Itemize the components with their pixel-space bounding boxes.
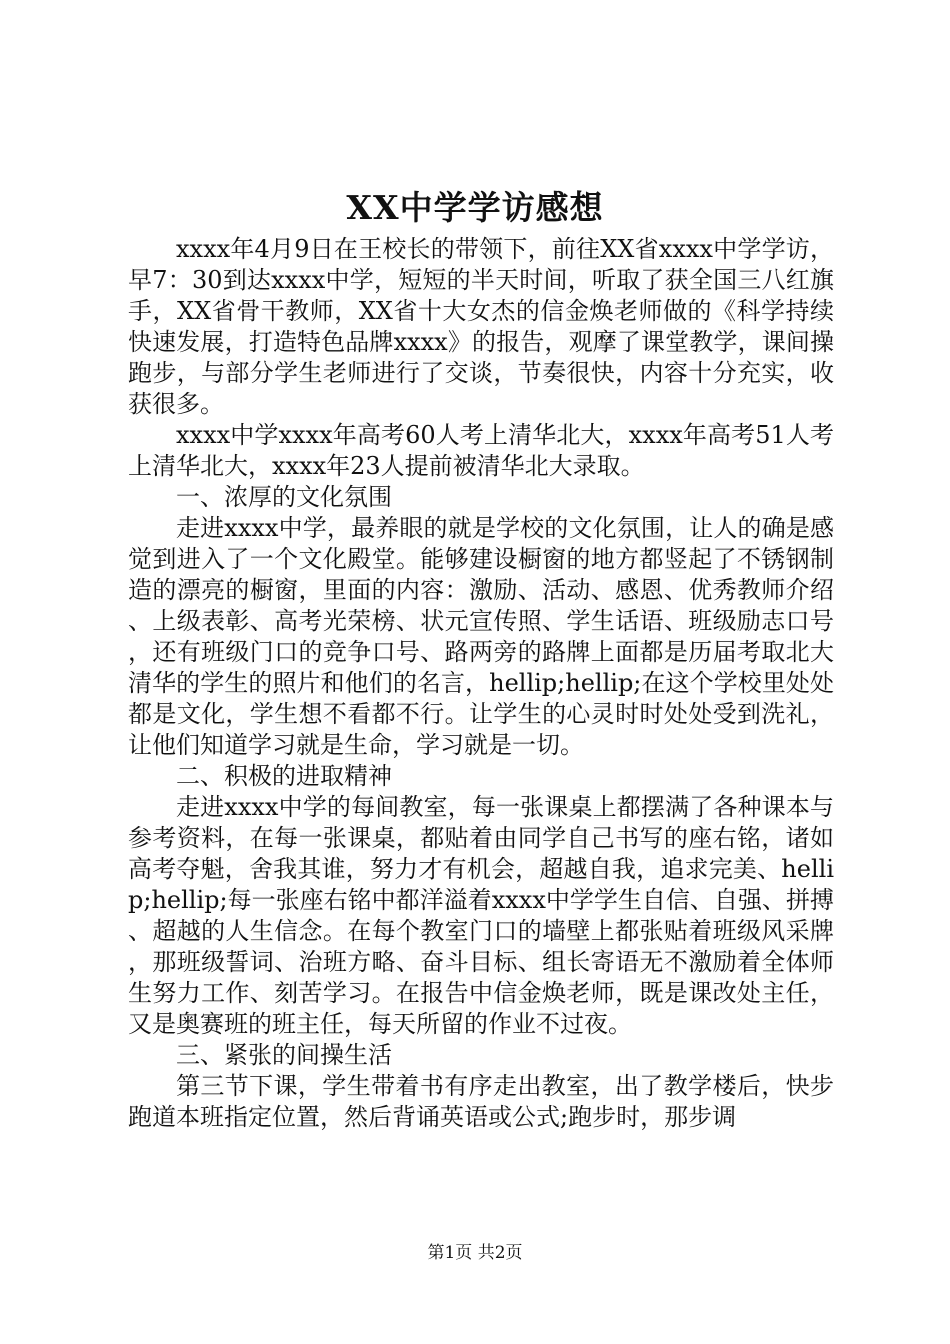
page-footer: 第1页 共2页 (427, 1243, 523, 1263)
document-title: XX中学学访感想 (346, 188, 604, 227)
document-body (128, 234, 834, 1133)
section-heading-culture: 一、浓厚的文化氛围 (176, 483, 392, 511)
paragraph-spirit: 走进xxxx中学的每间教室，每一张课桌上都摆满了各种课本与参考资料，在每一张课桌，都贴着由同学自己书写的座右铭，诸如高考夺魁，舍我其谁，努力才有机会，超越自我，追求完美、hellip;hellip;每一张座右铭中都洋溢着xxxx中学学生自信、自强、拼搏、超越的人生信念。在每个教室门口的墙壁上都张贴着班级风采牌，那班级誓词、治班方略、奋斗目标、组长寄语无不激励着全体师生努力工作、刻苦学习。在报告中信金焕老师，既是课改处主任，又是奥赛班的班主任，每天所留的作业不过夜。 (128, 793, 834, 1038)
section-heading-spirit: 二、积极的进取精神 (176, 762, 392, 790)
paragraph-results: xxxx中学xxxx年高考60人考上清华北大，xxxx年高考51人考上清华北大，xxxx年23人提前被清华北大录取。 (128, 421, 834, 480)
paragraph-culture: 走进xxxx中学，最养眼的就是学校的文化氛围，让人的确是感觉到进入了一个文化殿堂。能够建设橱窗的地方都竖起了不锈钢制造的漂亮的橱窗，里面的内容：激励、活动、感恩、优秀教师介绍、上级表彰、高考光荣榜、状元宣传照、学生话语、班级励志口号，还有班级门口的竞争口号、路两旁的路牌上面都是历届考取北大清华的学生的照片和他们的名言，hellip;hellip;在这个学校里处处都是文化，学生想不看都不行。让学生的心灵时时处处受到洗礼，让他们知道学习就是生命，学习就是一切。 (128, 514, 834, 759)
paragraph-intro: xxxx年4月9日在王校长的带领下，前往XX省xxxx中学学访，早7：30到达xxxx中学，短短的半天时间，听取了获全国三八红旗手，XX省骨干教师，XX省十大女杰的信金焕老师做的《科学持续快速发展，打造特色品牌xxxx》的报告，观摩了课堂教学，课间操跑步，与部分学生老师进行了交谈，节奏很快，内容十分充实，收获很多。 (128, 235, 834, 418)
section-heading-exercise: 三、紧张的间操生活 (176, 1041, 392, 1069)
paragraph-exercise: 第三节下课，学生带着书有序走出教室，出了教学楼后，快步跑道本班指定位置，然后背诵英语或公式;跑步时，那步调 (128, 1072, 834, 1131)
